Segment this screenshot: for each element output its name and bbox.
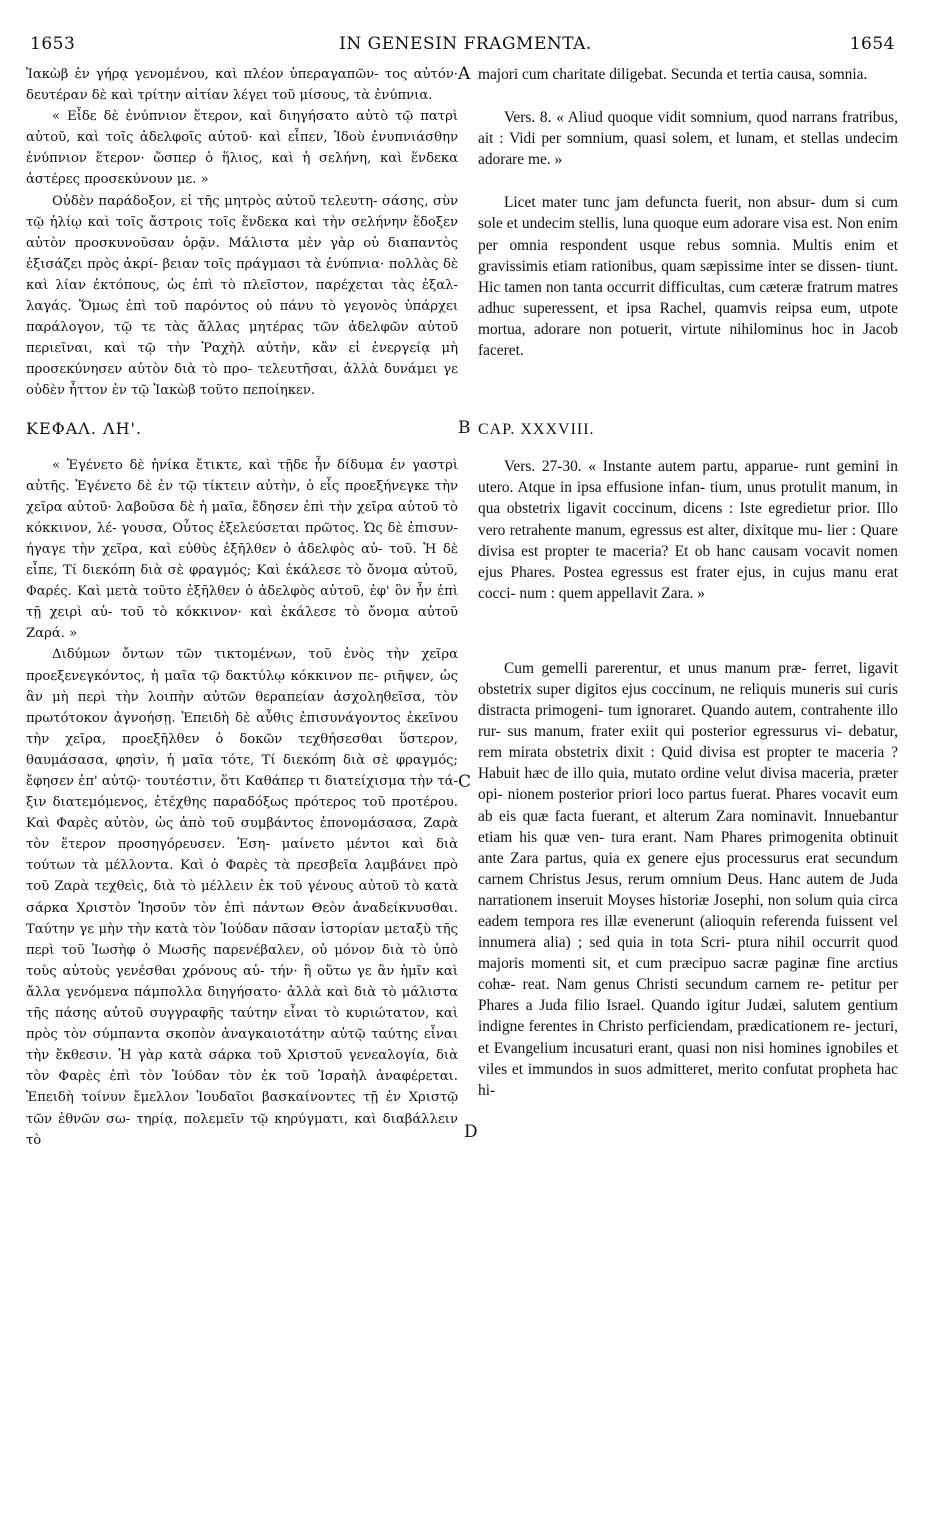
- latin-paragraph: Vers. 27-30. « Instante autem partu, apparue- runt gemini in utero. Atque in ipsa effusione infan- tium, unus protulit manum, in qua obstetrix ligavit coccinum, dicens : Iste egredietur prior. Illo vero retrahente manum, egressus est alter, dixitque mu- lier : Quare divisa est propter te maceria? Et ob hanc causam vocavit nomen ejus Phares. Postea egressus est frater ejus, in cujus manu erat cocci- num : quem appellavit Zara. »: [478, 458, 898, 602]
- margin-marker-a: A: [458, 64, 471, 84]
- margin-marker-c: C: [458, 772, 472, 792]
- latin-paragraph: Cum gemelli parerentur, et unus manum præ- ferret, ligavit obstetrix super digitos ejus coccinum, ne reliquis muneris sui curis distracta primogeni- tum ignoraret. Quando autem, contrahente illo rur- sus manum, frater exiit qui posterior egressurus vi- debatur, rem mirata obstetrix dixit : Quid divisa est propter te maceria ? Habuit hæc de illo quia, mutato ordine velut divisa maceria, præter opi- nionem posterior priori loco partus fuerat. Phares vocavit eum ab eis quæ facta fuerant, et alterum Zara nominavit. Innuebantur etiam his quæ ven- tura erant. Nam Phares primogenita obtinuit ante Zara partus, quia ex genere ejus processurus erat secundum carnem Christus Jesus, rerum omnium Deus. Hanc autem de Juda narrationem inseruit Moyses historiæ Josephi, non solum quia circa eadem tempora res illæ evenerunt (alioquin referenda fuissent vel innumera alia) ; sed quia in tota Scri- ptura nihil occurrit quod majoris momenti sit, et cum præcipuo sacræ paginæ fine arctius cohæ- reat. Nam genus Christi secundum carnem re- petitur per Phares a Juda filio Israel. Quando igitur Judæi, salutem gentium indigne ferentes in Christo perficiendam, prædicationem re- jecturi, et Evangelium incusaturi erant, quasi non nisi homines ignobiles et viles et immundos in suos admitteret, merito confutat propheta hac hi-: [478, 659, 898, 1099]
- greek-paragraph: Ἰακὼβ ἐν γήρᾳ γενομένου, καὶ πλέον ὑπεραγαπῶν- τος αὐτόν· δευτέραν δὲ καὶ τρίτην αἰτίαν λέγει τοῦ μίσους, τὰ ἐνύπνια.: [26, 67, 458, 104]
- left-page-number: 1653: [30, 34, 76, 54]
- greek-paragraph: Διδύμων ὄντων τῶν τικτομένων, τοῦ ἑνὸς τὴν χεῖρα προεξενεγκόντος, ἡ μαῖα τῷ δακτύλῳ κόκκινον πε- ριῆψεν, ὡς ἂν μὴ περὶ τὴν λοιπὴν αὐτῶν θεραπείαν ἀσχοληθεῖσα, τὸν πρωτότοκον ἀγνοήσῃ. Ἐπειδὴ δὲ αὖθις ἐπισυνάγοντος ἐκεῖνου τὴν χεῖρα, προεξῆλθεν ὁ δοκῶν τεχθήσεσθαι ὕστερον, θαυμάσασα, φησὶν, ἡ μαῖα τότε, Τί διεκόπη διὰ σὲ φραγμός; ἔφησεν ἐπ' αὐτῷ· τουτέστιν, ὅτι Καθάπερ τι διατείχισμα τὴν τά- ξιν διατεμόμενος, ἐτέχθης παραδόξως πρότερος τοῦ προτέρου. Καὶ Φαρὲς αὐτὸν, ὡς ἀπὸ τοῦ συμβάντος ἐπονομάσασα, Ζαρὰ τὸν ἕτερον προσηγόρευσεν. Ἐση- μαίνετο μέντοι καὶ διὰ τούτων τὰ μέλλοντα. Καὶ ὁ Φαρὲς τὰ πρεσβεῖα λαμβάνει πρὸ τοῦ Ζαρὰ τεχθεὶς, διὰ τὸ μέλλειν ἐκ τοῦ γένους αὐτοῦ τὸ κατὰ σάρκα Χριστὸν Ἰησοῦν τὸν ἐπὶ πάντων Θεὸν ἀναδείκνυσθαι. Ταύτην γε μὴν τὴν κατὰ τὸν Ἰούδαν πᾶσαν ἱστορίαν μεταξὺ τῆς περὶ τοῦ Ἰωσὴφ ὁ Μωσῆς παρενέβαλεν, οὐ μόνον διὰ τὸ ὑπὸ τοὺς αὐτοὺς γενέσθαι χρόνους αὐ- τήν· ἢ οὕτω γε ἂν ἡμῖν καὶ ἄλλα γενόμενα πάμπολλα διηγήσατο· ἀλλὰ καὶ διὰ τὸ μάλιστα τῆς πάσης αὐτοῦ συγγραφῆς ταύτην εἶναι τὸ κυριώτατον, καὶ πρὸς τὸν σύμπαντα σκοπὸν ἀναγκαιοτάτην αὐτῷ ταύτης εἶναι τὴν ἔκθεσιν. Ἡ γὰρ κατὰ σάρκα τοῦ Χριστοῦ γενεαλογία, διὰ τὸν Φαρὲς ἐπὶ τὸν Ἰούδαν τὸν ἐκ τοῦ Ἰσραὴλ ἀναφέρεται. Ἐπειδὴ τοίνυν ἔμελλον Ἰουδαῖοι βασκαίνοντες τῇ ἐν Χριστῷ τῶν ἐθνῶν σω- τηρίᾳ, πολεμεῖν τῷ κηρύγματι, καὶ διαβάλλειν τὸ: [26, 647, 458, 1148]
- greek-paragraph: Οὐδὲν παράδοξον, εἰ τῆς μητρὸς αὐτοῦ τελευτη- σάσης, σὺν τῷ ἡλίῳ καὶ τοῖς ἄστροις τοῖς ἕνδεκα καὶ τὴν σελήνην ἔδοξεν αὐτὸν προσκυνοῦσαν ὁρᾷν. Μάλιστα μὲν γὰρ οὐ διαπαντὸς ἐξισάζει πρὸς ἀκρί- βειαν τοῖς πράγμασι τὰ ἐνύπνια· πολλὰς δὲ καὶ λίαν ἐκτόπους, ὡς ἐπὶ τὸ πλεῖστον, παρέχεται τὰς ἐξαλ- λαγάς. Ὅμως ἐπὶ τοῦ παρόντος οὐ πάνυ τὸ γεγονὸς ὑπάρχει παράλογον, τῷ τε τὰς ἄλλας μητέρας τῶν ἀδελφῶν αὐτοῦ περιεῖναι, καὶ τῷ τὴν Ῥαχὴλ αὐτὴν, κἂν εἰ ἐνεργείᾳ μὴ προσεκύνησεν αὐτὸν διὰ τὸ προ- τελευτῆσαι, ἀλλὰ δυνάμει γε οὐδὲν ἧττον ἐν τῷ Ἰακὼβ τοῦτο πεποίηκεν.: [26, 193, 458, 399]
- greek-paragraph: « Εἶδε δὲ ἐνύπνιον ἕτερον, καὶ διηγήσατο αὐτὸ τῷ πατρὶ αὐτοῦ, καὶ τοῖς ἀδελφοῖς αὐτοῦ· καὶ εἶπεν, Ἰδοὺ ἐνυπνιάσθην ἐνύπνιον ἕτερον· ὥσπερ ὁ ἥλιος, καὶ ἡ σελήνη, καὶ ἕνδεκα ἀστέρες προσεκύνουν με. »: [26, 109, 458, 188]
- margin-marker-d: D: [464, 1122, 478, 1142]
- greek-column: [26, 64, 458, 1151]
- latin-column: [478, 64, 898, 1101]
- right-page-number: 1654: [849, 34, 895, 54]
- latin-paragraph: Vers. 8. « Aliud quoque vidit somnium, quod narrans fratribus, ait : Vidi per somnium, quasi solem, et lunam, et stellas undecim adorare me. »: [478, 109, 898, 169]
- latin-paragraph: majori cum charitate diligebat. Secunda et tertia causa, somnia.: [478, 66, 868, 83]
- running-title: IN GENESIN FRAGMENTA.: [339, 34, 592, 54]
- margin-marker-b: B: [458, 418, 471, 438]
- greek-paragraph: « Ἐγένετο δὲ ἡνίκα ἔτικτε, καὶ τῇδε ἦν δίδυμα ἐν γαστρὶ αὐτῆς. Ἐγένετο δὲ ἐν τῷ τίκτειν αὐτὴν, ὁ εἷς προεξήνεγκε τὴν χεῖρα αὐτοῦ· λαβοῦσα δὲ ἡ μαῖα, ἔδησεν ἐπὶ τὴν χεῖρα αὐτοῦ τὸ κόκκινον, λέ- γουσα, Οὗτος ἐξελεύσεται πρῶτος. Ὡς δὲ ἐπισυν- ήγαγε τὴν χεῖρα, καὶ εὐθὺς ἐξῆλθεν ὁ ἀδελφὸς αὐ- τοῦ. Ἡ δὲ εἶπε, Τί διεκόπη διὰ σὲ φραγμός; Καὶ ἐκάλεσε τὸ ὄνομα αὐτοῦ, Φαρές. Καὶ μετὰ τοῦτο ἐξῆλθεν ὁ ἀδελφὸς αὐτοῦ, ἐφ' ὃν ἦν ἐπὶ τῇ χειρὶ αὐ- τοῦ τὸ κόκκινον· καὶ ἐκάλεσε τὸ ὄνομα αὐτοῦ Ζαρά. »: [26, 457, 458, 642]
- latin-paragraph: Licet mater tunc jam defuncta fuerit, non absur- dum si cum sole et undecim stellis, luna quoque eum adorare visa est. Non enim per omnia respondent usque rebus somnia. Multis enim et gravissimis etiam rationibus, quam sæpissime inter se dissen- tiunt. Hic tamen non tanta occurrit difficultas, cum cæteræ fratrum matres adhuc superessent, et ipsa Rachel, quamvis reipsa eum, utpote mortua, adorare non potuerit, virtute nihilominus hoc in Jacob faceret.: [478, 194, 898, 360]
- latin-chapter-heading: CAP. XXXVIII.: [478, 421, 595, 439]
- greek-chapter-heading: ΚΕΦΑΛ. ΛΗ'.: [26, 418, 143, 438]
